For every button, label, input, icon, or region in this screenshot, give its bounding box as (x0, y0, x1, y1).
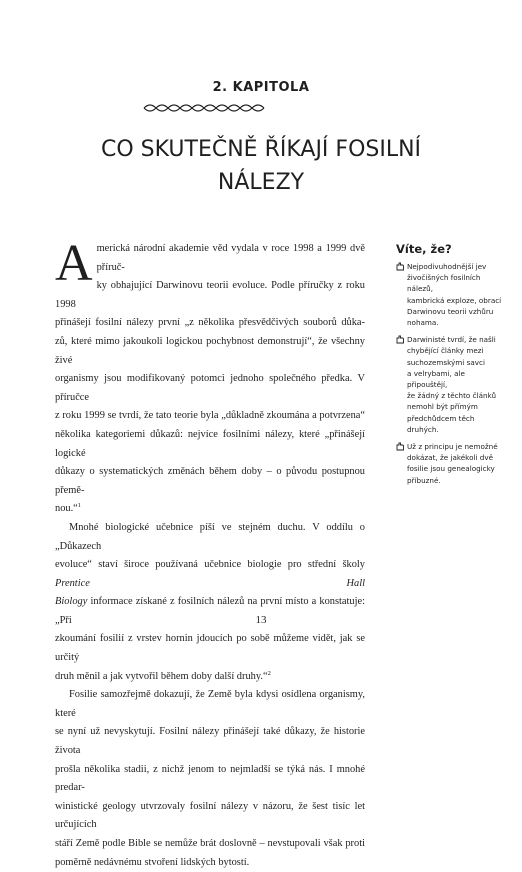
sidebar-item-line: a velrybami, ale připouštějí, (407, 368, 465, 390)
text-line: ky obhajující Darwinovu teorii evoluce. Podle příručky z roku 1998 (55, 280, 365, 310)
text-fragment: druh měnil a jak vytvořil během doby další druhy.“ (55, 670, 268, 682)
text-line: Fosilie samozřejmě dokazují, že Země byla kdysi osídlena organismy, které (55, 689, 365, 719)
sidebar-list (396, 261, 506, 486)
sidebar-title: Víte, že? (396, 242, 452, 256)
sidebar-item-line: dokázat, že jakékoli dvě (407, 453, 493, 463)
sidebar-item-line: Darwinisté tvrdí, že našli (407, 335, 496, 345)
sidebar-item (396, 334, 506, 435)
sidebar-item-line: Nejpodivuhodnější jev (407, 262, 487, 271)
text-line: zů, které mimo jakoukoli logickou pochybnost demonstrují“, že všechny živé (55, 335, 365, 366)
sidebar-item-line: chybějící články mezi (407, 346, 484, 356)
sidebar-item-line: suchozemskými savci (407, 357, 485, 367)
text-line: se nyní už nevyskytují. Fosilní nálezy přinášejí také důkazy, že historie života (55, 726, 365, 757)
book-title: Prentice Hall (55, 577, 365, 589)
paragraph-2 (55, 519, 365, 686)
decorative-ornament (142, 102, 268, 114)
hand-pointer-icon (396, 442, 404, 451)
page-number: 13 (255, 614, 267, 626)
text-fragment: nou.“ (55, 503, 78, 515)
sidebar-item-line: fosilie jsou genealogicky (407, 464, 495, 474)
text-fragment: informace získané z fosilních nálezů na první místo a konstatuje: „Při (55, 596, 365, 626)
text-line: merická národní akademie věd vydala v roce 1998 a 1999 dvě příruč- (96, 243, 365, 273)
main-text (55, 235, 365, 872)
sidebar-item (396, 441, 506, 486)
text-line: poměrně nedávnému stvoření lidských bytostí. (55, 856, 250, 868)
chapter-title-line-2: NÁLEZY (217, 170, 305, 195)
text-line: winistické geology utvrzovaly fosilní nálezy v názoru, že šest tisíc let určujících (55, 800, 365, 831)
sidebar-item-line: živočišných fosilních nálezů, (407, 273, 481, 294)
hand-pointer-icon (396, 335, 404, 344)
text-line: prošla několika stadii, z nichž jenom to nejmladší se týká nás. I mnohé predar- (55, 763, 365, 794)
text-line: důkazy o systematických změnách během doby – o původu postupnou přemě- (55, 466, 365, 496)
sidebar-item-line: příbuzné. (407, 475, 441, 485)
paragraph-3 (55, 686, 365, 872)
sidebar-item-line: Darwinovu teorii vzhůru (407, 306, 494, 316)
sidebar-item-line: Už z principu je nemožné (407, 442, 498, 452)
text-line: z roku 1999 se tvrdí, že tato teorie byla „důkladně zkoumána a potvrzena“ (55, 410, 365, 422)
text-line (55, 500, 365, 519)
sidebar-item-line: že žádný z těchto článků (407, 391, 497, 401)
hand-pointer-icon (396, 262, 404, 271)
text-line (55, 668, 365, 687)
text-line: stáří Země podle Bible se nemůže brát doslovně – nevstupovali však proti (55, 838, 365, 849)
sidebar-item-line: kambrická exploze, obrací (407, 295, 502, 305)
sidebar-item-line: předchůdcem těch druhých. (407, 413, 475, 434)
drop-cap: A (55, 235, 93, 292)
text-line: zkoumání fosilií z vrstev hornin jdoucích po sobě můžeme vidět, jak se určitý (55, 633, 365, 664)
text-line: organismy jsou modifikovaný potomci jednoho společného předka. V příručce (55, 373, 365, 403)
book-title: Biology (55, 596, 88, 608)
text-line: několika kategoriemi důkazů: nejvíce fosilními nálezy, které „přinášejí logické (55, 428, 365, 459)
footnote-ref: 2 (267, 669, 271, 677)
text-line (55, 556, 365, 593)
sidebar-item (396, 261, 506, 328)
footnote-ref: 1 (77, 502, 82, 510)
text-fragment: evoluce“ staví široce používaná učebnice biologie pro střední školy (55, 559, 365, 571)
paragraph-1 (55, 235, 365, 519)
text-line: přinášejí fosilní nálezy první „z několika přesvědčivých souborů důka- (55, 317, 365, 329)
sidebar-item-line: nohama. (407, 318, 439, 328)
sidebar-item-line: nemohl být přímým (407, 402, 478, 412)
chapter-title-line-1: CO SKUTEČNĚ ŘÍKAJÍ FOSILNÍ (100, 137, 422, 162)
chapter-label: 2. KAPITOLA (212, 80, 310, 95)
text-line: Mnohé biologické učebnice píší ve stejném duchu. V oddílu o „Důkazech (55, 521, 365, 552)
did-you-know-sidebar (396, 242, 506, 492)
